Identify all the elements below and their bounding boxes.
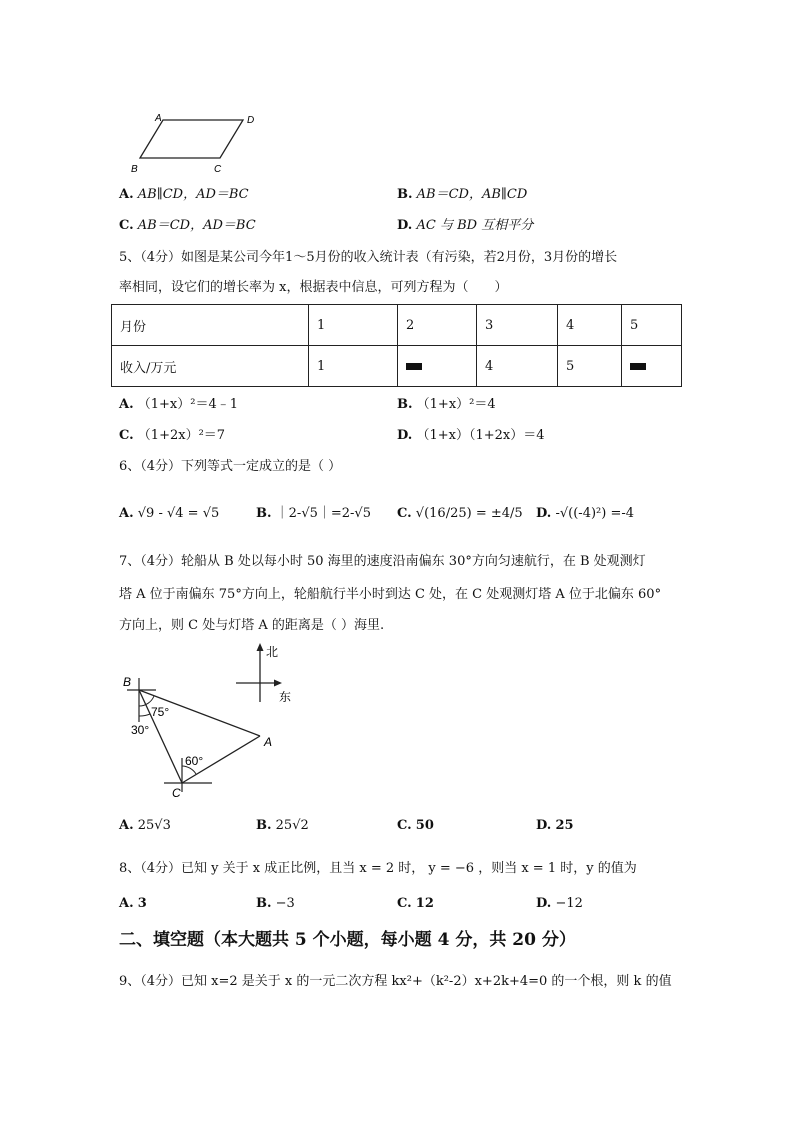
q5-stem-line1: 5、（4分）如图是某公司今年1～5月份的收入统计表（有污染，若2月份，3月份的增长 bbox=[119, 250, 618, 265]
ink-smudge bbox=[630, 363, 646, 370]
table-row bbox=[112, 346, 682, 387]
option-text: （1+x）²＝4 bbox=[416, 397, 496, 412]
option-letter: A. bbox=[119, 397, 134, 412]
table-row bbox=[112, 305, 682, 346]
option-text: （1+x）²＝4﹣1 bbox=[137, 397, 239, 412]
table-cell: 3 bbox=[477, 305, 558, 346]
q6-option-c bbox=[397, 505, 523, 523]
east-label: 东 bbox=[279, 690, 292, 704]
table-cell: 5 bbox=[622, 305, 682, 346]
option-letter: C. bbox=[397, 506, 412, 521]
navigation-figure bbox=[118, 640, 318, 802]
q8-stem: 8、（4分）已知 y 关于 x 成正比例，且当 x = 2 时， y = −6 ，则当 x = 1 时，y 的值为 bbox=[119, 861, 637, 876]
table-header-month: 月份 bbox=[112, 305, 309, 346]
option-text: -√((-4)²) =-4 bbox=[555, 506, 635, 521]
q4-option-b bbox=[397, 186, 527, 204]
table-cell: 1 bbox=[309, 346, 398, 387]
option-text: AC 与 BD 互相平分 bbox=[416, 218, 534, 233]
option-text: −12 bbox=[555, 896, 583, 911]
option-text: （1+x）（1+2x）＝4 bbox=[416, 428, 545, 443]
option-text: 25√2 bbox=[275, 818, 309, 833]
option-letter: D. bbox=[536, 818, 552, 833]
option-letter: D. bbox=[536, 896, 552, 911]
option-text: AB＝CD，AD＝BC bbox=[137, 218, 256, 233]
table-cell: 5 bbox=[558, 346, 622, 387]
q6-stem: 6、（4分）下列等式一定成立的是（ ） bbox=[119, 459, 342, 474]
q8-option-d bbox=[536, 895, 583, 913]
q5-option-d bbox=[397, 427, 545, 445]
angle-arc-30 bbox=[139, 714, 150, 716]
q7-stem-line2: 塔 A 位于南偏东 75°方向上，轮船航行半小时到达 C 处，在 C 处观测灯塔 A 位于北偏东 60° bbox=[119, 587, 662, 602]
angle-30-label: 30° bbox=[131, 723, 150, 737]
option-text: ｜2-√5｜=2-√5 bbox=[275, 506, 371, 521]
option-text: 25√3 bbox=[137, 818, 171, 833]
label-C: C bbox=[214, 164, 222, 175]
north-arrow-icon bbox=[257, 643, 264, 651]
east-arrow-icon bbox=[274, 680, 282, 687]
q7-stem-line1: 7、（4分）轮船从 B 处以每小时 50 海里的速度沿南偏东 30°方向匀速航行，在 B 处观测灯 bbox=[119, 554, 646, 569]
table-cell: 2 bbox=[398, 305, 477, 346]
q5-option-a bbox=[119, 396, 238, 414]
parallelogram-abcd bbox=[140, 120, 243, 158]
option-letter: B. bbox=[397, 397, 413, 412]
point-a-label: A bbox=[264, 735, 273, 749]
option-letter: A. bbox=[119, 187, 134, 202]
table-cell: 4 bbox=[558, 305, 622, 346]
q8-option-a bbox=[119, 895, 147, 913]
option-letter: B. bbox=[397, 187, 413, 202]
option-text: 3 bbox=[137, 896, 147, 911]
option-letter: C. bbox=[119, 218, 134, 233]
option-letter: B. bbox=[256, 896, 272, 911]
q5-option-c bbox=[119, 427, 225, 445]
parallelogram-figure bbox=[128, 110, 268, 176]
q7-option-c bbox=[397, 817, 434, 835]
option-text: √9 - √4 = √5 bbox=[137, 506, 220, 521]
option-text: 25 bbox=[555, 818, 574, 833]
ink-smudge bbox=[406, 363, 422, 370]
q5-option-b bbox=[397, 396, 496, 414]
option-text: （1+2x）²＝7 bbox=[137, 428, 226, 443]
option-text: AB＝CD，AB∥CD bbox=[416, 187, 528, 202]
q4-option-c bbox=[119, 217, 256, 235]
option-text: √(16/25) = ±4/5 bbox=[415, 506, 523, 521]
q6-option-d bbox=[536, 505, 634, 523]
table-cell-smudged bbox=[622, 346, 682, 387]
point-c-label: C bbox=[172, 786, 181, 800]
q7-option-a bbox=[119, 817, 171, 835]
option-text: −3 bbox=[275, 896, 295, 911]
option-letter: C. bbox=[119, 428, 134, 443]
option-letter: B. bbox=[256, 818, 272, 833]
q8-option-c bbox=[397, 895, 434, 913]
table-header-income: 收入/万元 bbox=[112, 346, 309, 387]
table-cell: 1 bbox=[309, 305, 398, 346]
angle-60-label: 60° bbox=[185, 754, 204, 768]
option-text: 50 bbox=[415, 818, 434, 833]
q6-option-a bbox=[119, 505, 219, 523]
label-B: B bbox=[131, 164, 138, 175]
q9-stem: 9、（4分）已知 x=2 是关于 x 的一元二次方程 kx²+（k²-2）x+2k+4=0 的一个根，则 k 的值 bbox=[119, 974, 672, 989]
q5-stem-line2: 率相同，设它们的增长率为 x，根据表中信息，可列方程为（ ） bbox=[119, 280, 508, 295]
option-letter: A. bbox=[119, 506, 134, 521]
option-letter: C. bbox=[397, 818, 412, 833]
q8-option-b bbox=[256, 895, 295, 913]
label-D: D bbox=[247, 115, 255, 126]
option-letter: C. bbox=[397, 896, 412, 911]
q4-option-d bbox=[397, 217, 533, 235]
q7-stem-line3: 方向上，则 C 处与灯塔 A 的距离是（ ）海里. bbox=[119, 618, 385, 633]
income-table bbox=[111, 304, 682, 387]
q7-option-b bbox=[256, 817, 309, 835]
option-letter: D. bbox=[397, 218, 413, 233]
option-letter: A. bbox=[119, 896, 134, 911]
option-letter: B. bbox=[256, 506, 272, 521]
option-letter: A. bbox=[119, 818, 134, 833]
table-cell-smudged bbox=[398, 346, 477, 387]
q6-option-b bbox=[256, 505, 371, 523]
q4-option-a bbox=[119, 186, 249, 204]
option-text: 12 bbox=[415, 896, 434, 911]
angle-75-label: 75° bbox=[151, 705, 170, 719]
table-cell: 4 bbox=[477, 346, 558, 387]
point-b-label: B bbox=[123, 675, 132, 689]
section-heading: 二、填空题（本大题共 5 个小题，每小题 4 分，共 20 分） bbox=[119, 930, 576, 950]
q7-option-d bbox=[536, 817, 574, 835]
option-letter: D. bbox=[536, 506, 552, 521]
option-letter: D. bbox=[397, 428, 413, 443]
option-text: AB∥CD，AD＝BC bbox=[137, 187, 249, 202]
label-A: A bbox=[155, 113, 162, 124]
north-label: 北 bbox=[266, 645, 279, 659]
